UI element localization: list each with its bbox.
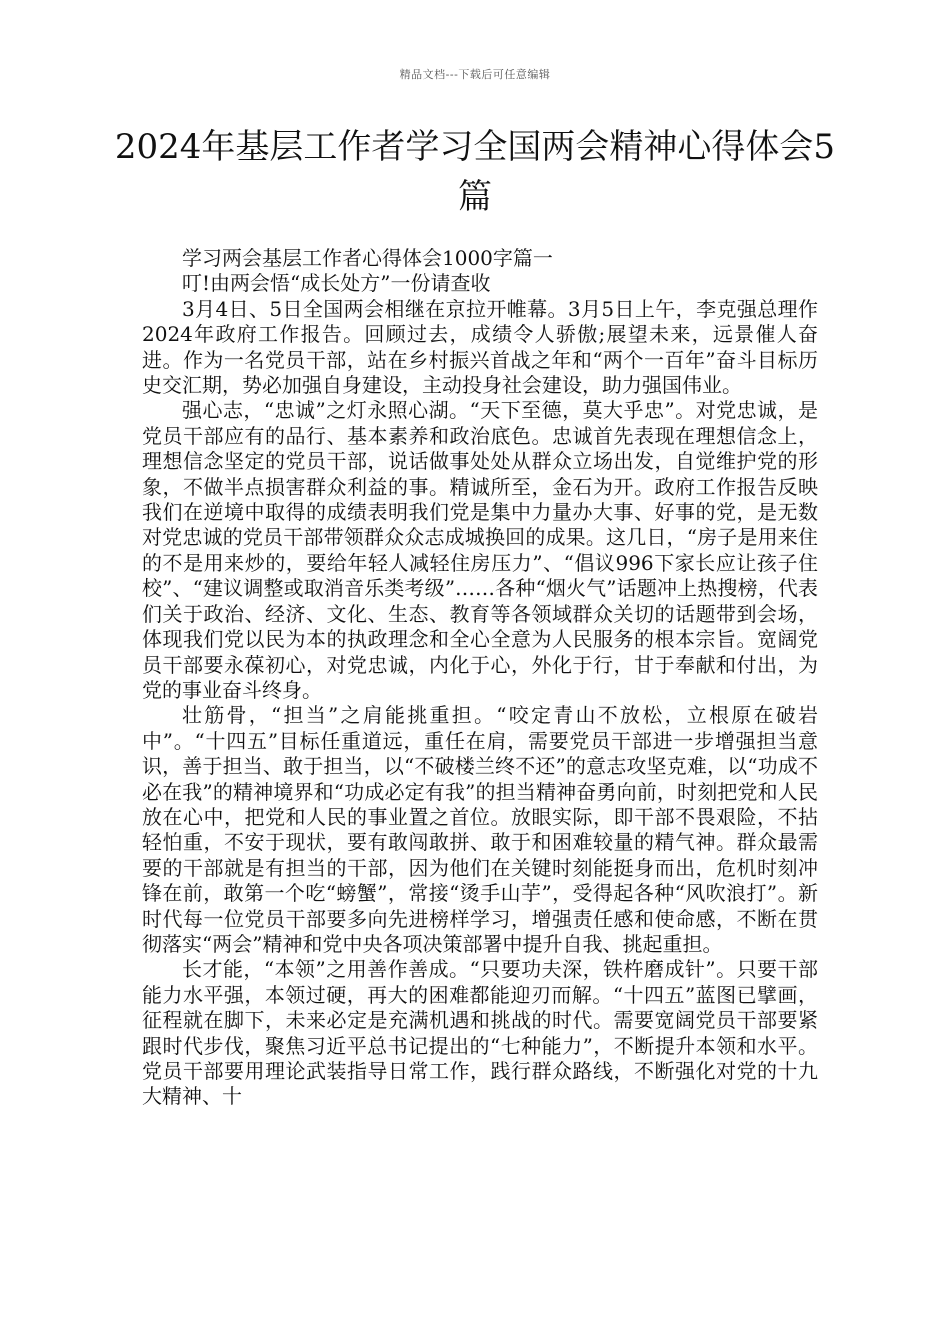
document-body bbox=[142, 246, 818, 1110]
body-paragraph: 长才能，“本领”之用善作善成。“只要功夫深，铁杵磨成针”。只要干部能力水平强，本领过硬，再大的困难都能迎刃而解。“十四五”蓝图已擘画，征程就在脚下，未来必定是充满机遇和挑战的时代。需要宽阔党员干部要紧跟时代步伐，聚焦习近平总书记提出的“七种能力”，不断提升本领和水平。党员干部要用理论武装指导日常工作，践行群众路线，不断强化对党的十九大精神、十 bbox=[142, 957, 818, 1109]
subheading: 叮!由两会悟“成长处方”一份请查收 bbox=[182, 271, 491, 296]
document-title: 2024年基层工作者学习全国两会精神心得体会5篇 bbox=[114, 127, 836, 217]
section-heading: 学习两会基层工作者心得体会1000字篇一 bbox=[182, 246, 553, 270]
body-paragraph: 壮筋骨，“担当”之肩能挑重担。“咬定青山不放松，立根原在破岩中”。“十四五”目标任重道远，重任在肩，需要党员干部进一步增强担当意识，善于担当、敢于担当，以“不破楼兰终不还”的意志攻坚克难，以“功成不必在我”的精神境界和“功成必定有我”的担当精神奋勇向前，时刻把党和人民放在心中，把党和人民的事业置之首位。放眼实际，即干部不畏艰险，不拈轻怕重，不安于现状，要有敢闯敢拼、敢于和困难较量的精气神。群众最需要的干部就是有担当的干部，因为他们在关键时刻能挺身而出，危机时刻冲锋在前，敢第一个吃“螃蟹”，常接“烫手山芋”，受得起各种“风吹浪打”。新时代每一位党员干部要多向先进榜样学习，增强责任感和使命感，不断在贯彻落实“两会”精神和党中央各项决策部署中提升自我、挑起重担。 bbox=[142, 703, 818, 956]
body-paragraph: 3月4日、5日全国两会相继在京拉开帷幕。3月5日上午，李克强总理作2024年政府工作报告。回顾过去，成绩令人骄傲;展望未来，远景催人奋进。作为一名党员干部，站在乡村振兴首战之年和“两个一百年”奋斗目标历史交汇期，势必加强自身建设，主动投身社会建设，助力强国伟业。 bbox=[142, 296, 818, 398]
body-paragraph: 强心志，“忠诚”之灯永照心湖。“天下至德，莫大乎忠”。对党忠诚，是党员干部应有的品行、基本素养和政治底色。忠诚首先表现在理想信念上，理想信念坚定的党员干部，说话做事处处从群众立场出发，自觉维护党的形象，不做半点损害群众利益的事。精诚所至，金石为开。政府工作报告反映我们在逆境中取得的成绩表明我们党是集中力量办大事、好事的党，是无数对党忠诚的党员干部带领群众众志成城换回的成果。这几日，“房子是用来住的不是用来炒的，要给年轻人减轻住房压力”、“倡议996下家长应让孩子住校”、“建议调整或取消音乐类考级”……各种“烟火气”话题冲上热搜榜，代表们关于政治、经济、文化、生态、教育等各领域群众关切的话题带到会场，体现我们党以民为本的执政理念和全心全意为人民服务的根本宗旨。宽阔党员干部要永葆初心，对党忠诚，内化于心，外化于行，甘于奉献和付出，为党的事业奋斗终身。 bbox=[142, 398, 818, 702]
header-note: 精品文档---下载后可任意编辑 bbox=[399, 68, 551, 81]
